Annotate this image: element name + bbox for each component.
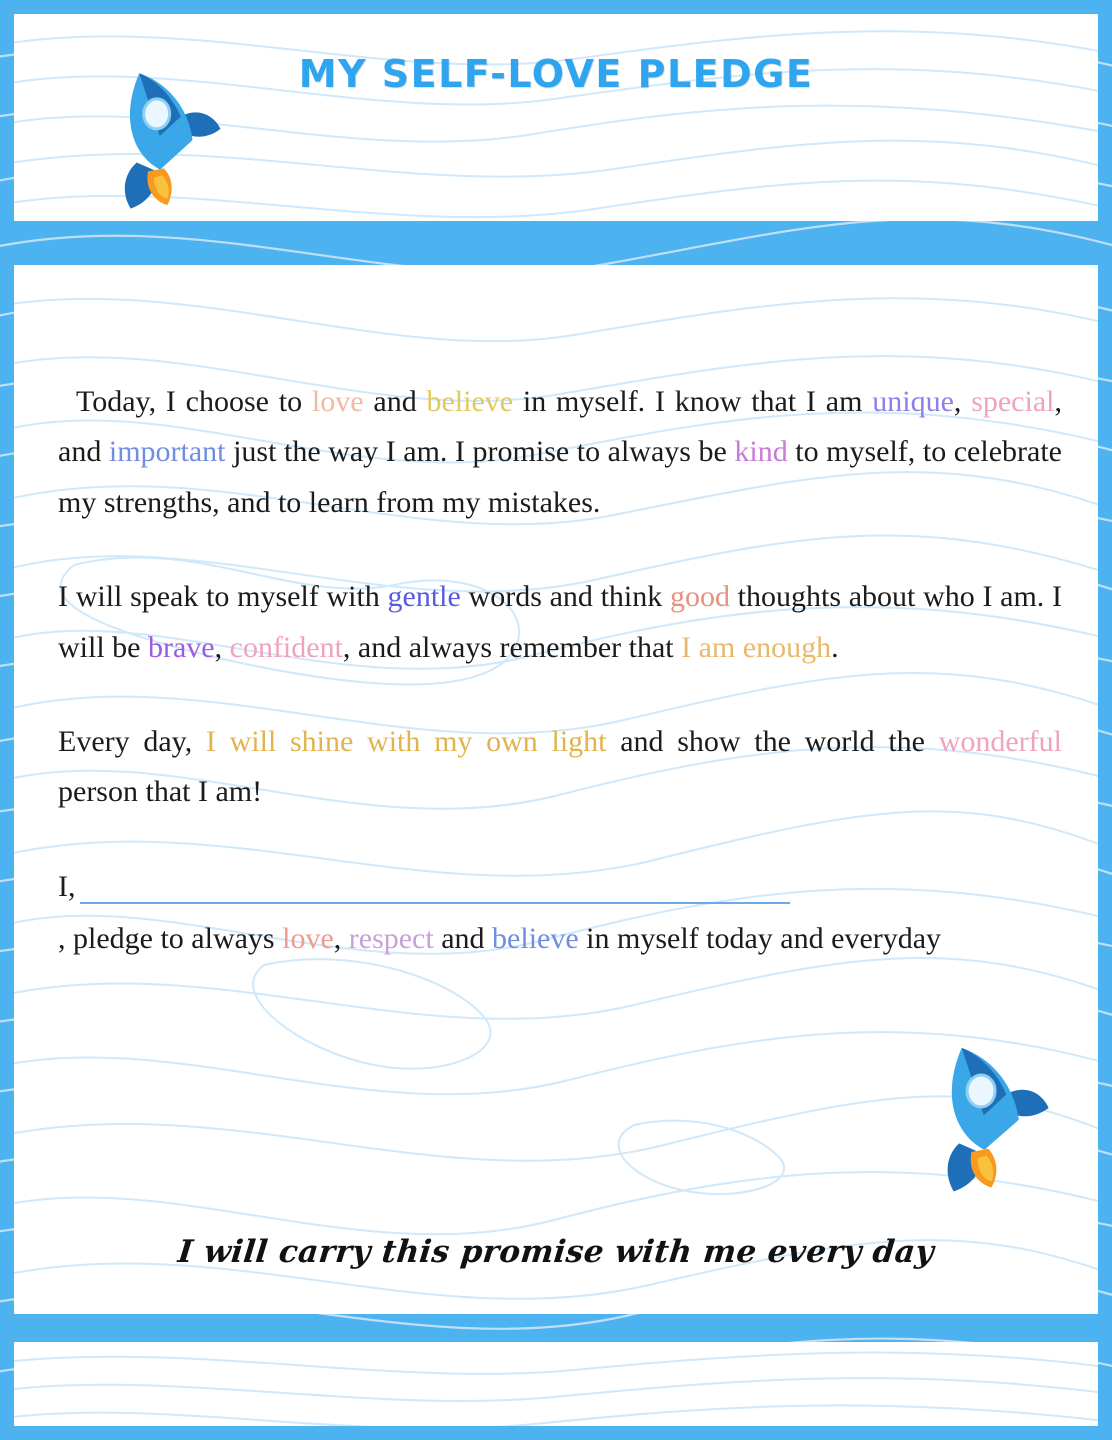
text-segment: confident xyxy=(229,630,343,664)
text-segment: unique xyxy=(872,385,954,418)
pledge-paragraph-2 xyxy=(58,572,1062,673)
pledge-paragraph-3 xyxy=(58,717,1062,818)
text-segment: person that I am! xyxy=(58,775,263,809)
text-segment: believe xyxy=(492,922,579,956)
text-segment: , xyxy=(333,922,349,956)
signature-suffix xyxy=(58,914,1062,964)
closing-line: I will carry this promise with me every day xyxy=(176,1234,936,1270)
text-segment: , xyxy=(214,630,230,664)
text-segment: I will shine with my own light xyxy=(205,724,607,758)
text-segment: love xyxy=(282,922,334,956)
page-title: MY SELF-LOVE PLEDGE xyxy=(298,51,814,96)
text-segment: thoughts about who I am. I will be xyxy=(58,580,1062,664)
text-segment: . xyxy=(831,630,839,664)
text-segment: , and xyxy=(58,385,1062,469)
text-segment: respect xyxy=(348,922,434,956)
signature-prefix: I, xyxy=(58,869,76,903)
text-segment: and xyxy=(363,385,427,418)
text-segment: to myself, to celebrate my strengths, and to learn from my mistakes. xyxy=(58,435,1062,519)
text-segment: good xyxy=(669,580,730,614)
text-segment: I will speak to myself with xyxy=(58,580,388,614)
text-segment: , xyxy=(953,385,972,418)
body-panel xyxy=(14,265,1098,1314)
text-segment: just the way I am. I promise to always be xyxy=(225,435,735,469)
text-segment: in myself. I know that I am xyxy=(513,385,873,418)
signature-name-input[interactable] xyxy=(80,902,790,904)
text-segment: words and think xyxy=(460,580,670,614)
text-segment: believe xyxy=(426,385,514,418)
text-segment: love xyxy=(311,385,364,418)
text-segment: wonderful xyxy=(938,724,1062,758)
text-segment: kind xyxy=(734,435,788,469)
text-segment: and xyxy=(433,922,493,956)
footer-panel xyxy=(14,1342,1098,1426)
text-segment: Today, I choose to xyxy=(76,385,312,418)
text-segment: brave xyxy=(148,630,215,664)
text-segment: I am enough xyxy=(681,630,832,664)
text-segment: special xyxy=(971,385,1055,418)
footer-background-pattern xyxy=(14,1342,1098,1426)
text-segment: important xyxy=(108,435,226,469)
pledge-content xyxy=(58,377,1062,965)
text-segment: , and always remember that xyxy=(342,630,682,664)
header-panel xyxy=(14,14,1098,221)
text-segment: gentle xyxy=(387,580,461,614)
text-segment: Every day, xyxy=(58,724,206,758)
pledge-paragraph-1 xyxy=(58,377,1062,528)
text-segment: in myself today and everyday xyxy=(578,922,942,956)
text-segment: and show the world the xyxy=(606,724,939,758)
rocket-icon xyxy=(910,1036,1060,1196)
text-segment: , pledge to always xyxy=(58,922,283,956)
signature-block xyxy=(58,862,1062,965)
